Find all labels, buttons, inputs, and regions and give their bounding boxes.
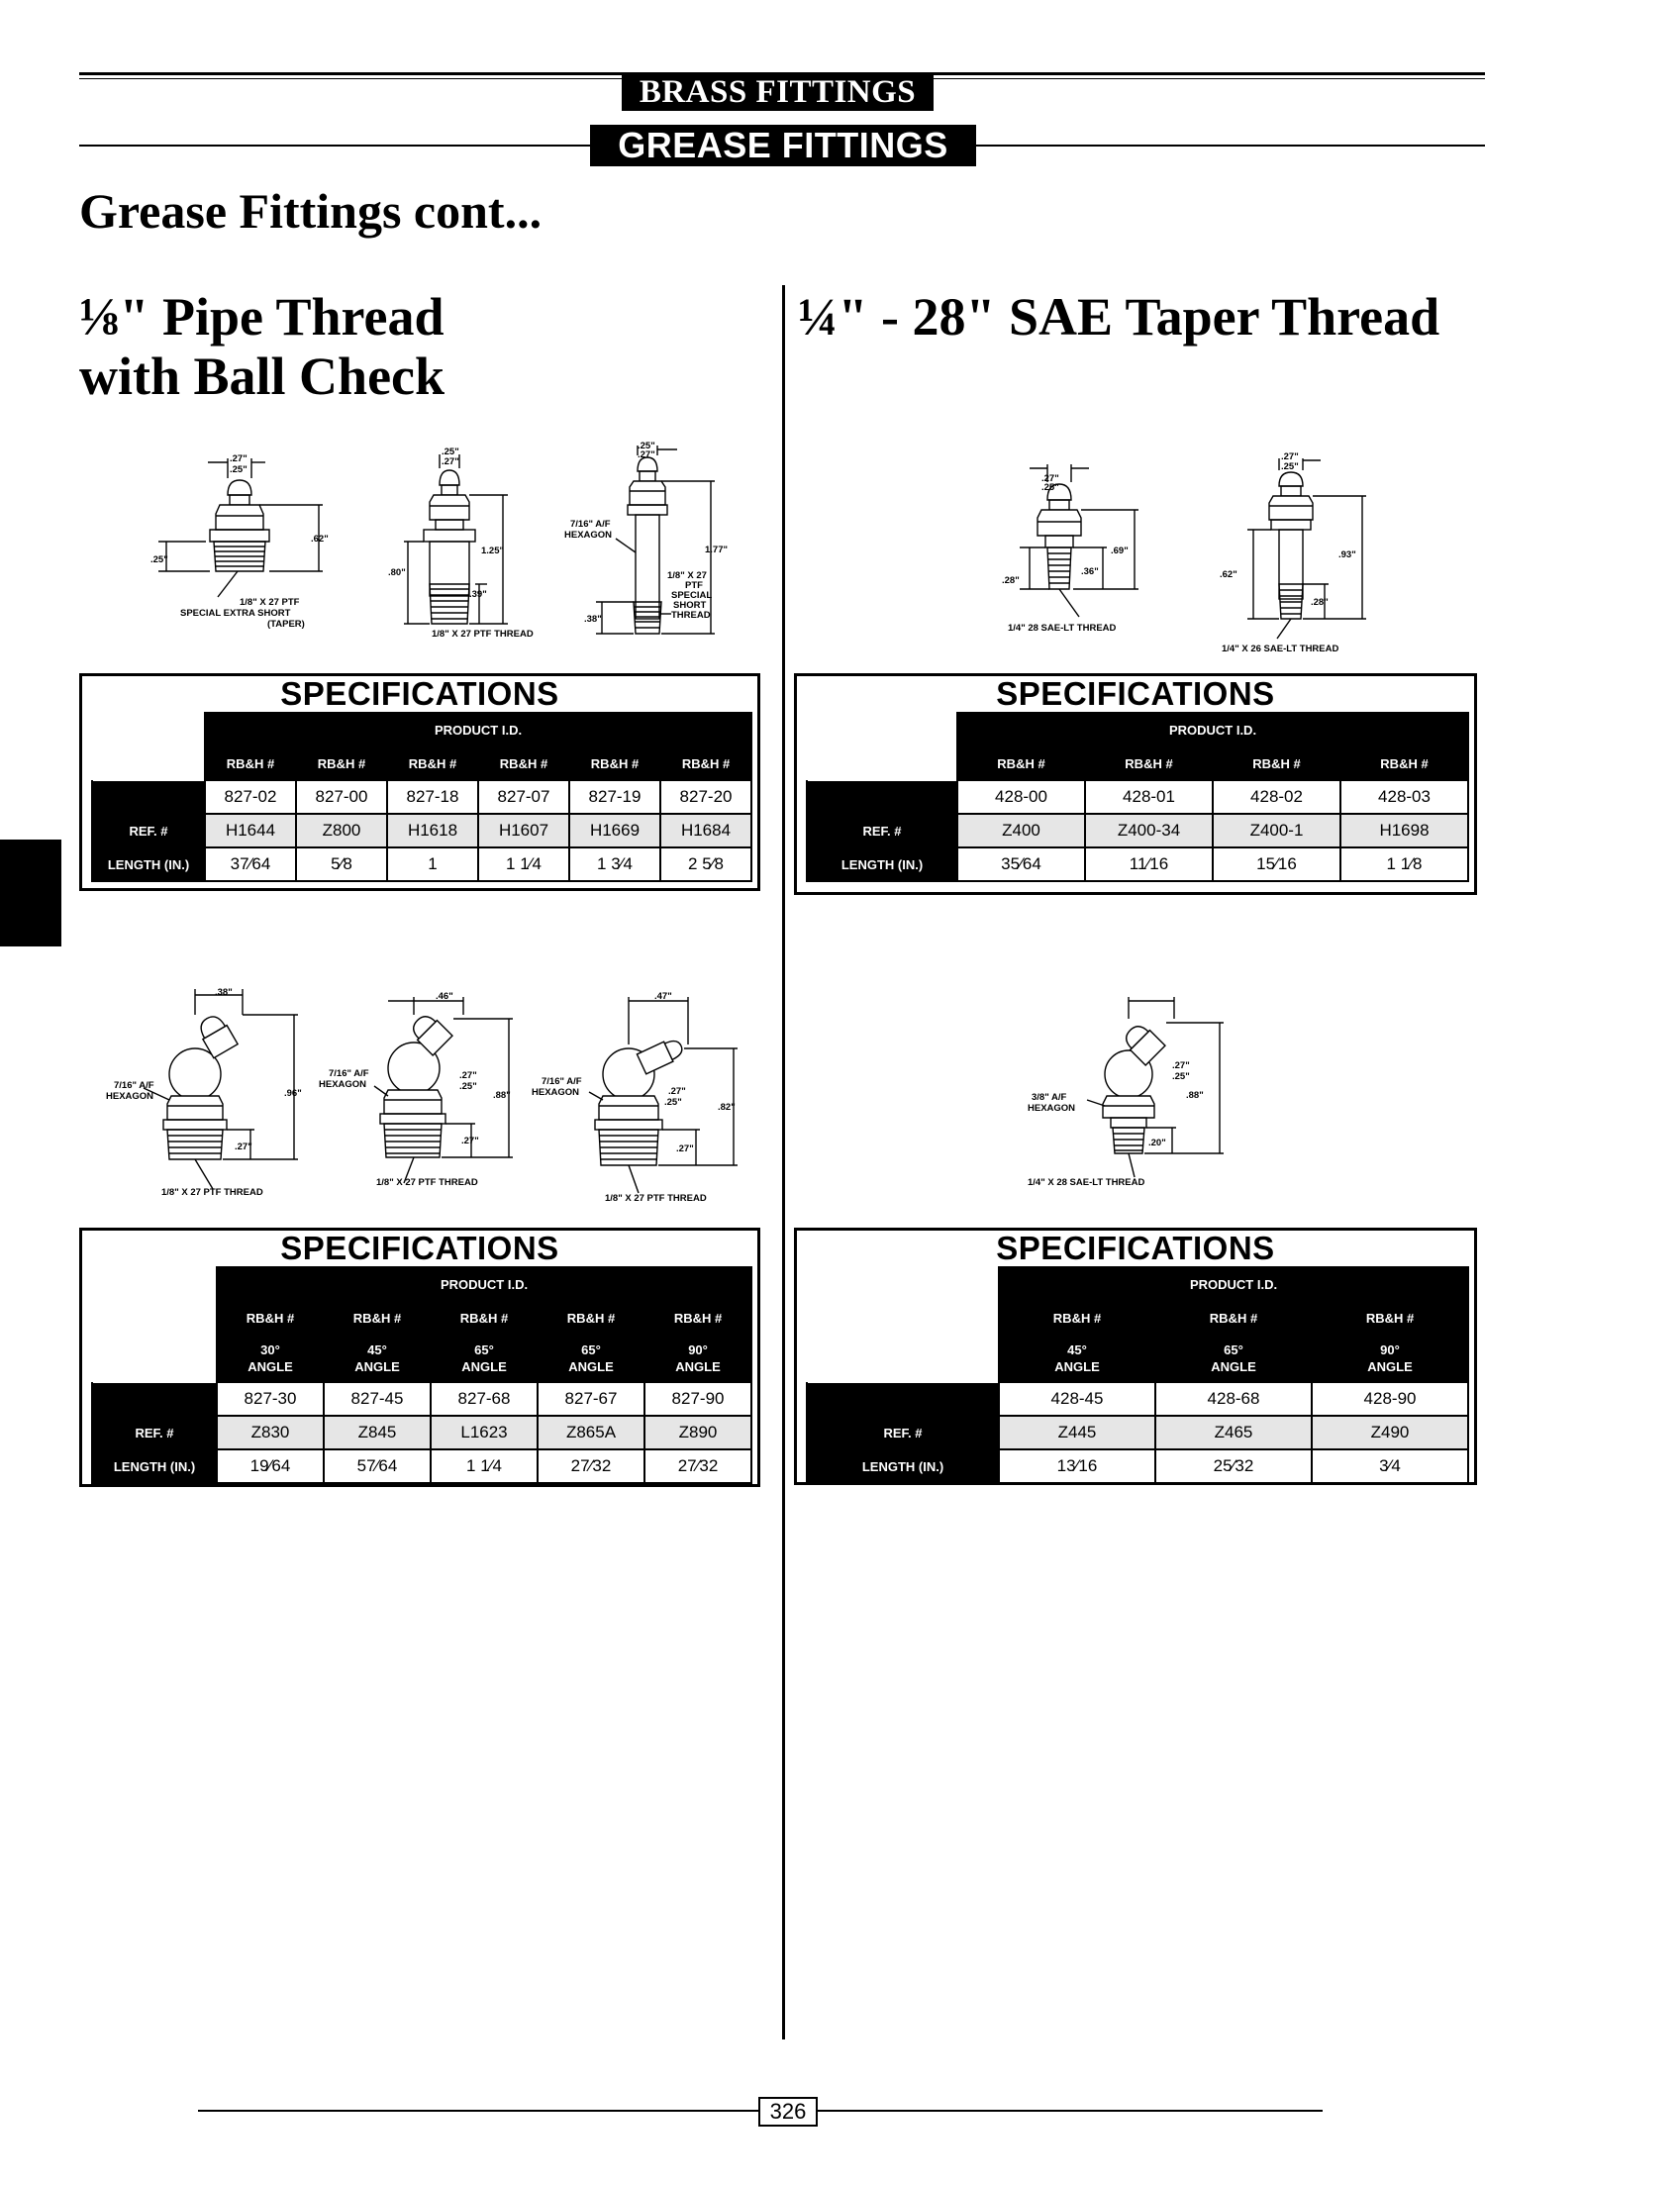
length-cell: 3⁄4	[1312, 1449, 1468, 1483]
svg-text:SPECIAL EXTRA SHORT: SPECIAL EXTRA SHORT	[180, 608, 291, 619]
svg-text:(TAPER): (TAPER)	[267, 619, 305, 630]
svg-text:.62": .62"	[311, 534, 329, 545]
svg-text:.27": .27"	[1041, 473, 1059, 484]
svg-text:.27": .27"	[442, 456, 459, 467]
spec-table-pipe-straight	[79, 673, 760, 891]
length-cell: 37⁄64	[205, 847, 296, 881]
ref-cell: L1623	[431, 1416, 538, 1449]
product-id-cell: 428-00	[957, 780, 1085, 814]
svg-text:.27": .27"	[1172, 1060, 1190, 1071]
svg-text:1/8" X 27 PTF THREAD: 1/8" X 27 PTF THREAD	[161, 1187, 263, 1198]
figure-angle-65	[530, 991, 747, 1208]
ref-cell: H1669	[569, 814, 660, 847]
angle-header: 65° ANGLE	[1155, 1335, 1312, 1382]
figure-sae-straight-short	[990, 450, 1168, 639]
table-row	[92, 1449, 751, 1483]
product-id-header: PRODUCT I.D.	[217, 1267, 751, 1301]
svg-text:.27": .27"	[235, 1142, 252, 1152]
product-id-cell: 827-67	[538, 1382, 644, 1416]
svg-text:.28": .28"	[1002, 575, 1020, 586]
column-divider	[782, 285, 785, 2039]
ref-cell: H1607	[478, 814, 569, 847]
spec-table-pipe-angle	[79, 1228, 760, 1487]
length-cell: 57⁄64	[324, 1449, 431, 1483]
angle-header: 90° ANGLE	[1312, 1335, 1468, 1382]
svg-text:.20": .20"	[1148, 1138, 1166, 1148]
angle-header: 30° ANGLE	[217, 1335, 324, 1382]
svg-text:.47": .47"	[654, 991, 672, 1002]
spec-title: SPECIFICATIONS	[996, 1230, 1275, 1266]
column-header: RB&H #	[1312, 1301, 1468, 1335]
ref-cell: H1618	[387, 814, 478, 847]
length-cell: 1	[387, 847, 478, 881]
table-row	[807, 780, 1468, 814]
table-row	[807, 1382, 1468, 1416]
svg-text:1/8" X 27 PTF: 1/8" X 27 PTF	[240, 597, 300, 608]
table-row	[92, 847, 751, 881]
svg-text:THREAD: THREAD	[671, 610, 711, 621]
table-row	[92, 1416, 751, 1449]
left-section-title	[79, 287, 713, 406]
svg-text:.96": .96"	[284, 1088, 302, 1099]
svg-text:1.77": 1.77"	[705, 545, 728, 555]
product-id-cell: 827-45	[324, 1382, 431, 1416]
svg-text:.27": .27"	[1281, 451, 1299, 462]
svg-text:.69": .69"	[1111, 546, 1129, 556]
column-header: RB&H #	[478, 746, 569, 780]
svg-text:.25": .25"	[1281, 461, 1299, 472]
svg-text:.46": .46"	[436, 991, 453, 1002]
svg-text:.82": .82"	[718, 1102, 736, 1113]
product-id-cell: 827-00	[296, 780, 387, 814]
svg-text:SPECIAL: SPECIAL	[671, 590, 713, 601]
table-row	[807, 1449, 1468, 1483]
footer-rule-left	[198, 2110, 758, 2112]
svg-text:.36": .36"	[1081, 566, 1099, 577]
svg-text:.25": .25"	[1041, 482, 1059, 493]
spec-table-sae-straight	[794, 673, 1477, 895]
svg-text:7/16" A/F: 7/16" A/F	[329, 1068, 369, 1079]
column-header: RB&H #	[999, 1301, 1155, 1335]
product-id-cell: 827-20	[660, 780, 751, 814]
svg-text:.25": .25"	[442, 447, 459, 457]
figure-angle-30	[104, 985, 317, 1203]
ref-cell: Z490	[1312, 1416, 1468, 1449]
svg-text:.38": .38"	[215, 987, 233, 998]
ref-cell: Z845	[324, 1416, 431, 1449]
svg-text:1/8" X 27 PTF THREAD: 1/8" X 27 PTF THREAD	[605, 1193, 707, 1204]
svg-text:.39": .39"	[469, 589, 487, 600]
ref-cell: Z400	[957, 814, 1085, 847]
svg-text:.27": .27"	[230, 453, 247, 464]
ref-label: REF. #	[92, 1416, 217, 1449]
svg-text:PTF: PTF	[685, 580, 703, 591]
length-cell: 1 1⁄4	[478, 847, 569, 881]
product-id-header: PRODUCT I.D.	[957, 713, 1468, 746]
product-id-cell: 428-03	[1340, 780, 1468, 814]
length-label: LENGTH (IN.)	[92, 847, 205, 881]
figure-straight-extra-short	[148, 450, 346, 634]
column-header: RB&H #	[217, 1301, 324, 1335]
column-header: RB&H #	[431, 1301, 538, 1335]
product-id-cell: 428-45	[999, 1382, 1155, 1416]
svg-text:HEXAGON: HEXAGON	[532, 1087, 580, 1098]
length-label: LENGTH (IN.)	[807, 1449, 999, 1483]
column-header: RB&H #	[387, 746, 478, 780]
product-id-cell: 827-30	[217, 1382, 324, 1416]
svg-text:.27": .27"	[638, 449, 655, 460]
column-header: RB&H #	[569, 746, 660, 780]
length-label: LENGTH (IN.)	[92, 1449, 217, 1483]
svg-text:1.25": 1.25"	[481, 546, 504, 556]
angle-header: 90° ANGLE	[644, 1335, 751, 1382]
ref-label: REF. #	[807, 1416, 999, 1449]
svg-text:.27": .27"	[459, 1070, 477, 1081]
svg-text:1/8" X 27 PTF THREAD: 1/8" X 27 PTF THREAD	[432, 629, 534, 640]
spec-title: SPECIFICATIONS	[996, 675, 1275, 712]
column-header: RB&H #	[1213, 746, 1340, 780]
length-cell: 13⁄16	[999, 1449, 1155, 1483]
figure-angle-45	[315, 991, 543, 1193]
svg-text:HEXAGON: HEXAGON	[319, 1079, 367, 1090]
column-header: RB&H #	[296, 746, 387, 780]
length-cell: 1 1⁄8	[1340, 847, 1468, 881]
column-header: RB&H #	[1155, 1301, 1312, 1335]
figure-straight-long	[384, 447, 534, 644]
angle-header: 45° ANGLE	[324, 1335, 431, 1382]
ref-cell: Z400-34	[1085, 814, 1213, 847]
length-cell: 11⁄16	[1085, 847, 1213, 881]
svg-text:.27": .27"	[676, 1143, 694, 1154]
column-header: RB&H #	[957, 746, 1085, 780]
svg-text:1/4" X 26 SAE-LT THREAD: 1/4" X 26 SAE-LT THREAD	[1222, 644, 1339, 654]
length-cell: 19⁄64	[217, 1449, 324, 1483]
svg-text:.28": .28"	[1311, 597, 1329, 608]
product-id-cell: 827-18	[387, 780, 478, 814]
figure-sae-angle	[1026, 995, 1243, 1193]
svg-text:HEXAGON: HEXAGON	[564, 530, 613, 541]
page-number: 326	[758, 2097, 818, 2127]
ref-cell: Z400-1	[1213, 814, 1340, 847]
svg-text:3/8" A/F: 3/8" A/F	[1032, 1092, 1067, 1103]
product-id-cell: 827-02	[205, 780, 296, 814]
left-section-title-line2: with Ball Check	[79, 347, 445, 406]
column-header: RB&H #	[538, 1301, 644, 1335]
svg-text:7/16" A/F: 7/16" A/F	[542, 1076, 582, 1087]
svg-text:.25": .25"	[638, 441, 655, 451]
svg-text:7/16" A/F: 7/16" A/F	[114, 1080, 154, 1091]
svg-text:.88": .88"	[493, 1090, 511, 1101]
svg-text:.25": .25"	[230, 464, 247, 475]
length-cell: 5⁄8	[296, 847, 387, 881]
ref-label: REF. #	[92, 814, 205, 847]
column-header: RB&H #	[644, 1301, 751, 1335]
svg-text:.25": .25"	[664, 1097, 682, 1108]
svg-text:.25": .25"	[459, 1081, 477, 1092]
column-header: RB&H #	[1085, 746, 1213, 780]
column-header: RB&H #	[1340, 746, 1468, 780]
svg-text:.38": .38"	[584, 614, 602, 625]
table-row	[807, 814, 1468, 847]
column-header: RB&H #	[205, 746, 296, 780]
product-id-header: PRODUCT I.D.	[205, 713, 751, 746]
figure-straight-extra-long	[556, 441, 730, 642]
angle-header: 45° ANGLE	[999, 1335, 1155, 1382]
product-id-cell: 827-90	[644, 1382, 751, 1416]
product-id-header: PRODUCT I.D.	[999, 1267, 1468, 1301]
angle-header: 65° ANGLE	[431, 1335, 538, 1382]
length-cell: 1 1⁄4	[431, 1449, 538, 1483]
ref-cell: H1698	[1340, 814, 1468, 847]
svg-text:1/8" X 27 PTF THREAD: 1/8" X 27 PTF THREAD	[376, 1177, 478, 1188]
svg-text:.88": .88"	[1186, 1090, 1204, 1101]
product-id-cell: 827-19	[569, 780, 660, 814]
length-cell: 27⁄32	[644, 1449, 751, 1483]
ref-cell: Z445	[999, 1416, 1155, 1449]
svg-text:1/4" 28 SAE-LT THREAD: 1/4" 28 SAE-LT THREAD	[1008, 623, 1117, 634]
product-id-cell: 827-07	[478, 780, 569, 814]
ref-cell: Z890	[644, 1416, 751, 1449]
table-row	[92, 814, 751, 847]
svg-text:.25": .25"	[150, 554, 168, 565]
svg-text:.62": .62"	[1220, 569, 1237, 580]
svg-text:.27": .27"	[461, 1136, 479, 1146]
length-cell: 2 5⁄8	[660, 847, 751, 881]
spec-table-sae-angle	[794, 1228, 1477, 1485]
figure-sae-straight-long	[1218, 450, 1391, 658]
svg-text:1/8" X 27: 1/8" X 27	[667, 570, 707, 581]
spec-title: SPECIFICATIONS	[280, 1230, 559, 1266]
ref-cell: H1684	[660, 814, 751, 847]
svg-text:SHORT: SHORT	[673, 600, 707, 611]
left-section-title-line1: ⅛" Pipe Thread	[79, 287, 445, 347]
table-row	[807, 1416, 1468, 1449]
svg-text:.27": .27"	[668, 1086, 686, 1097]
length-label: LENGTH (IN.)	[807, 847, 957, 881]
length-cell: 27⁄32	[538, 1449, 644, 1483]
subcategory-banner: GREASE FITTINGS	[590, 125, 976, 166]
product-id-cell: 428-90	[1312, 1382, 1468, 1416]
length-cell: 1 3⁄4	[569, 847, 660, 881]
category-banner: BRASS FITTINGS	[622, 73, 934, 111]
page-title: Grease Fittings cont...	[79, 183, 543, 239]
table-row	[92, 780, 751, 814]
product-id-cell: 428-68	[1155, 1382, 1312, 1416]
ref-cell: Z865A	[538, 1416, 644, 1449]
spec-title: SPECIFICATIONS	[280, 675, 559, 712]
length-cell: 25⁄32	[1155, 1449, 1312, 1483]
product-id-cell: 428-01	[1085, 780, 1213, 814]
footer-rule-right	[818, 2110, 1323, 2112]
ref-cell: Z800	[296, 814, 387, 847]
svg-text:HEXAGON: HEXAGON	[1028, 1103, 1076, 1114]
right-section-title: ¼" - 28" SAE Taper Thread	[798, 287, 1440, 347]
side-index-tab	[0, 840, 61, 946]
angle-header: 65° ANGLE	[538, 1335, 644, 1382]
ref-label: REF. #	[807, 814, 957, 847]
svg-text:HEXAGON: HEXAGON	[106, 1091, 154, 1102]
table-row	[92, 1382, 751, 1416]
svg-text:1/4" X 28 SAE-LT THREAD: 1/4" X 28 SAE-LT THREAD	[1028, 1177, 1145, 1188]
length-cell: 35⁄64	[957, 847, 1085, 881]
svg-text:7/16" A/F: 7/16" A/F	[570, 519, 611, 530]
svg-text:.80": .80"	[388, 567, 406, 578]
ref-cell: H1644	[205, 814, 296, 847]
svg-text:.93": .93"	[1338, 549, 1356, 560]
table-row	[807, 847, 1468, 881]
ref-cell: Z830	[217, 1416, 324, 1449]
product-id-cell: 428-02	[1213, 780, 1340, 814]
ref-cell: Z465	[1155, 1416, 1312, 1449]
column-header: RB&H #	[660, 746, 751, 780]
product-id-cell: 827-68	[431, 1382, 538, 1416]
svg-text:.25": .25"	[1172, 1071, 1190, 1082]
length-cell: 15⁄16	[1213, 847, 1340, 881]
column-header: RB&H #	[324, 1301, 431, 1335]
